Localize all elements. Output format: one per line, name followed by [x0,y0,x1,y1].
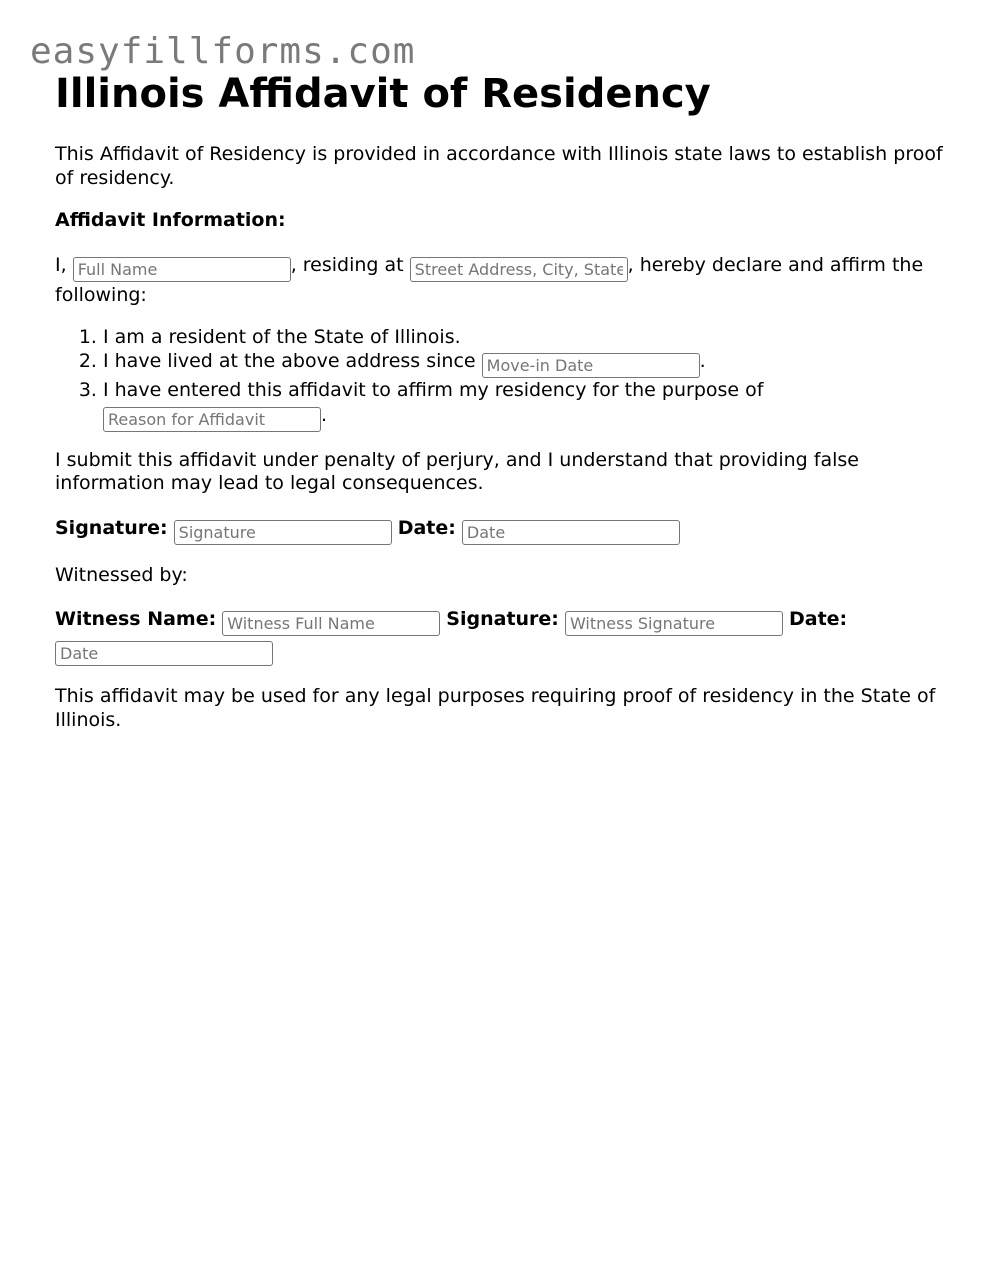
witness-signature-label: Signature: [446,608,559,630]
closing-paragraph: This affidavit may be used for any legal purposes requiring proof of residency in the State of Illinois. [55,685,936,731]
witness-date-label: Date: [789,608,848,630]
list-item [103,325,945,350]
declaration-paragraph [55,252,945,308]
date-label: Date: [397,516,456,539]
item-2-text: I have lived at the above address since [103,350,476,372]
witness-line [55,606,945,666]
list-item [103,349,945,378]
penalty-paragraph: I submit this affidavit under penalty of perjury, and I understand that providing false information may lead to legal consequences. [55,448,859,494]
declaration-prefix: I, [55,253,67,276]
reason-input[interactable] [103,407,321,432]
signature-label: Signature: [55,516,168,539]
form-body [55,143,945,732]
list-item [103,378,945,432]
item-2-period: . [699,350,706,372]
declaration-residing-text: , residing at [290,253,404,276]
page-title: Illinois Affidavit of Residency [55,71,711,117]
witness-name-input[interactable] [222,611,440,636]
declaration-suffix: , hereby declare and affirm the following: [55,253,924,306]
item-3-period: . [321,403,328,426]
witnessed-by-text: Witnessed by: [55,563,188,586]
full-name-input[interactable] [73,257,291,282]
affirmation-list [55,325,945,432]
address-input[interactable] [410,257,628,282]
move-in-date-input[interactable] [482,353,700,378]
signature-line [55,515,945,545]
witness-name-label: Witness Name: [55,608,217,630]
date-input[interactable] [462,520,680,545]
signature-input[interactable] [174,520,392,545]
watermark-logo: easyfillforms.com [30,31,416,72]
section-heading: Affidavit Information: [55,209,286,231]
item-3-text: I have entered this affidavit to affirm my residency for the purpose of [103,379,764,401]
witness-date-input[interactable] [55,641,273,666]
witness-signature-input[interactable] [565,611,783,636]
item-1-text: I am a resident of the State of Illinois. [103,325,461,348]
intro-paragraph: This Affidavit of Residency is provided in accordance with Illinois state laws to establish proof of residency. [55,143,943,189]
